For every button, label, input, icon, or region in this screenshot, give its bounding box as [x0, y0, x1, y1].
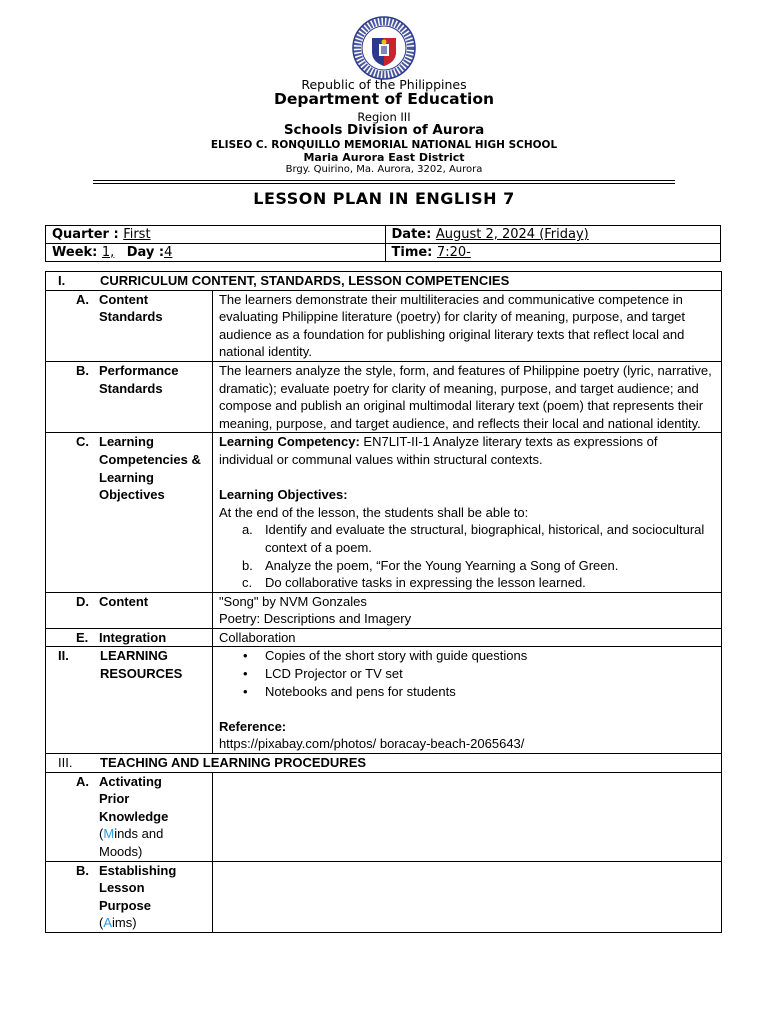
competencies-label: C. Learning Competencies & Learning Objectives: [46, 433, 213, 592]
quarter-value: First: [123, 227, 151, 242]
quarter-cell: [46, 226, 386, 244]
time-value: 7:20-: [436, 245, 471, 260]
section-1-header: I. CURRICULUM CONTENT, STANDARDS, LESSON COMPETENCIES: [46, 272, 722, 291]
establishing-lesson-purpose-label: B. Establishing Lesson Purpose (Aims): [46, 861, 213, 932]
school-name: ELISEO C. RONQUILLO MEMORIAL NATIONAL HIGH SCHOOL: [210, 139, 558, 151]
section-3-title: TEACHING AND LEARNING PROCEDURES: [100, 755, 367, 771]
date-label: Date:: [391, 227, 436, 242]
header-divider-2: [93, 183, 675, 184]
list-item: • LCD Projector or TV set: [242, 666, 403, 682]
date-value: August 2, 2024 (Friday): [435, 227, 589, 242]
district-line: Maria Aurora East District: [303, 151, 465, 164]
list-item: • Notebooks and pens for students: [242, 683, 456, 699]
learning-resources-row: [46, 647, 722, 754]
performance-standards-row: [46, 361, 722, 432]
time-cell: [385, 244, 721, 262]
section-3-row: [46, 754, 722, 773]
quarter-label: Quarter :: [52, 227, 124, 242]
deped-seal-logo: [352, 16, 416, 80]
learning-resources-cell: [212, 647, 721, 754]
content-label: D. Content: [46, 592, 213, 628]
resources-list: [219, 647, 715, 700]
content-line-2: Poetry: Descriptions and Imagery: [218, 611, 412, 627]
learning-resources-label: II. LEARNING RESOURCES: [46, 647, 213, 754]
day-value: 4: [164, 245, 173, 260]
content-standards-label: A. Content Standards: [46, 290, 213, 361]
week-value: 1,: [101, 245, 115, 260]
address-line: Brgy. Quirino, Ma. Aurora, 3202, Aurora: [285, 164, 483, 175]
lesson-plan-table: [45, 271, 722, 933]
content-line-1: "Song" by NVM Gonzales: [218, 593, 367, 609]
objectives-list: [219, 521, 715, 591]
performance-standards-label: B. Performance Standards: [46, 361, 213, 432]
header-divider: [93, 180, 675, 181]
establishing-sublabel: (Aims): [99, 915, 137, 931]
objectives-intro: At the end of the lesson, the students shall be able to:: [218, 504, 529, 520]
performance-standards-text: The learners analyze the style, form, and features of Philippine poetry (lyric, narrative, dramatic); evaluate poetry for clarity of meaning, purpose, and target audience; and compose and publish an original multimodal literary text (poem) that represents their meaning, purpose, and target audience, and reflects their local and national identity.: [212, 361, 721, 432]
content-cell: [212, 592, 721, 628]
reference-url: https://pixabay.com/photos/ boracay-beach-2065643/: [218, 736, 525, 752]
section-3-header: III. TEACHING AND LEARNING PROCEDURES: [46, 754, 722, 773]
reference-label: Reference:: [218, 718, 287, 734]
establishing-lesson-purpose-cell: [212, 861, 721, 932]
activating-sublabel: (Minds and Moods): [99, 826, 164, 859]
page-title: LESSON PLAN IN ENGLISH 7: [253, 189, 515, 208]
section-1-row: [46, 272, 722, 291]
section-1-title: CURRICULUM CONTENT, STANDARDS, LESSON COMPETENCIES: [100, 273, 510, 288]
content-standards-text: The learners demonstrate their multiliteracies and communicative competence in evaluating Philippine literature (poetry) for clarity of meaning, purpose, and target audience as a foundation for publishing original literary texts that reflect local and national identity.: [212, 290, 721, 361]
list-item: b. Analyze the poem, “For the Young Yearning a Song of Green.: [241, 557, 619, 573]
time-label: Time:: [391, 245, 437, 260]
date-cell: [385, 226, 721, 244]
integration-row: [46, 628, 722, 647]
republic-line: Republic of the Philippines: [301, 77, 467, 92]
department-title: Department of Education: [273, 90, 495, 108]
competencies-cell: [212, 433, 721, 592]
activating-prior-knowledge-cell: [212, 772, 721, 861]
establishing-lesson-purpose-row: [46, 861, 722, 932]
objectives-heading: Learning Objectives:: [218, 487, 348, 503]
list-item: c. Do collaborative tasks in expressing the lesson learned.: [241, 575, 586, 591]
activating-prior-knowledge-row: [46, 772, 722, 861]
content-standards-row: [46, 290, 722, 361]
learning-competency: Learning Competency: EN7LIT-II-1 Analyze literary texts as expressions of individual or communal values within structural contexts.: [218, 434, 658, 467]
lesson-info-table: [45, 225, 721, 262]
week-day-cell: [46, 244, 386, 262]
integration-label: E. Integration: [46, 628, 213, 647]
division-line: Schools Division of Aurora: [283, 122, 485, 138]
content-row: [46, 592, 722, 628]
integration-text: Collaboration: [212, 628, 721, 647]
region-line: Region III: [357, 110, 411, 124]
list-item: a. Identify and evaluate the structural, biographical, historical, and sociocultural context of a poem.: [241, 522, 705, 555]
competencies-row: [46, 433, 722, 592]
list-item: • Copies of the short story with guide questions: [242, 648, 528, 664]
week-label: Week:: [52, 245, 102, 260]
activating-prior-knowledge-label: A. Activating Prior Knowledge (Minds and Moods): [46, 772, 213, 861]
day-label: Day :: [126, 245, 165, 260]
